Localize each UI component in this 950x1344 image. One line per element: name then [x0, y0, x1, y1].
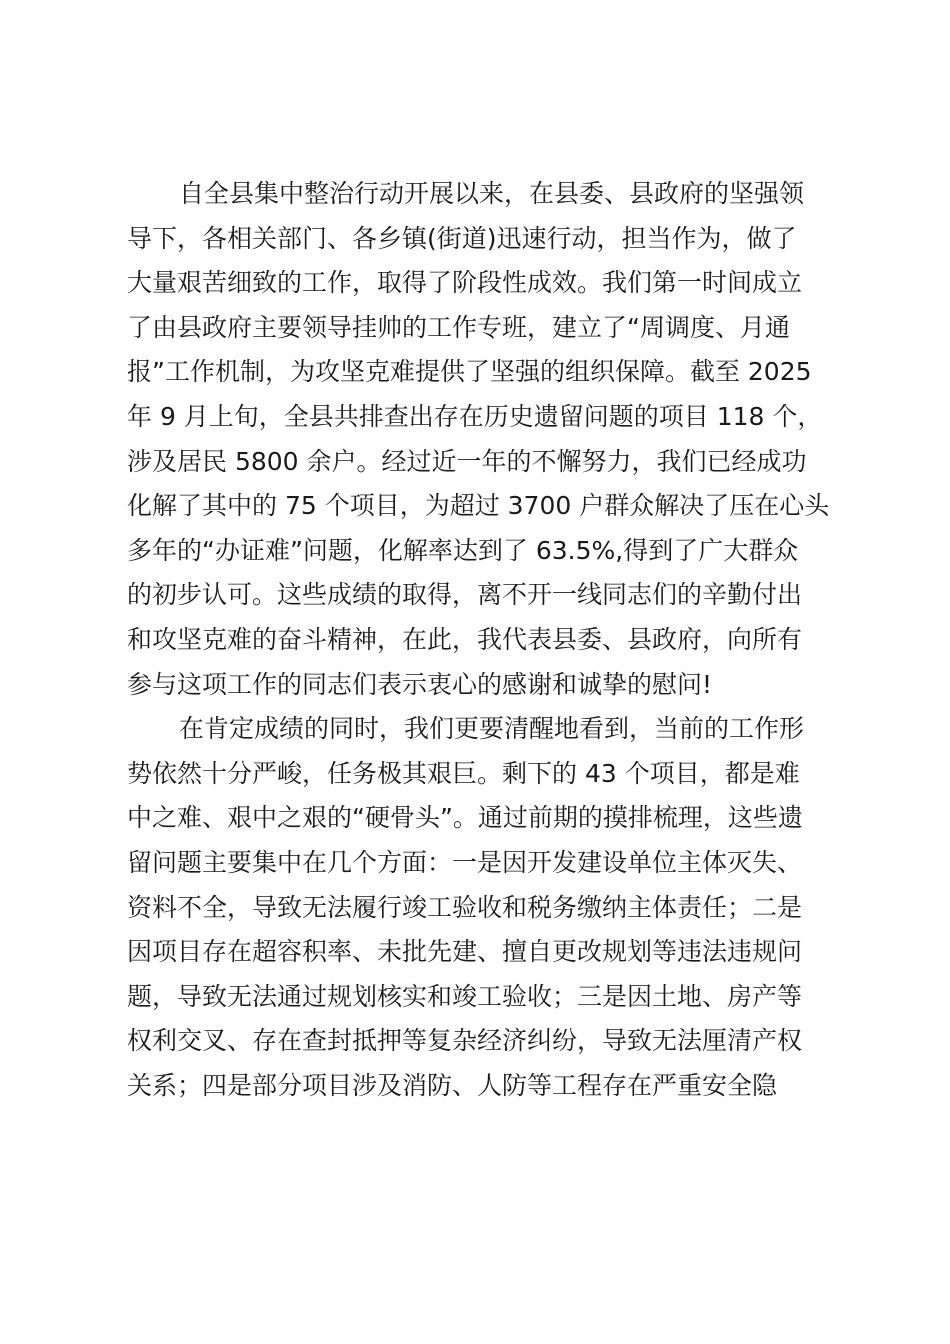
paragraph-line: 了由县政府主要领导挂帅的工作专班，建立了“周调度、月通: [127, 312, 790, 342]
paragraph-line: 多年的“办证难”问题，化解率达到了 63.5%,得到了广大群众: [127, 535, 799, 565]
paragraph-line: 的初步认可。这些成绩的取得，离不开一线同志们的辛勤付出: [127, 580, 803, 610]
paragraph-line: 中之难、艰中之艰的“硬骨头”。通过前期的摸排梳理，这些遗: [127, 803, 803, 833]
paragraph-line: 关系；四是部分项目涉及消防、人防等工程存在严重安全隐: [127, 1070, 778, 1100]
paragraph-line: 和攻坚克难的奋斗精神，在此，我代表县委、县政府，向所有: [127, 624, 803, 654]
paragraph-line: 导下，各相关部门、各乡镇(街道)迅速行动，担当作为，做了: [127, 223, 797, 253]
paragraph-line: 参与这项工作的同志们表示衷心的感谢和诚挚的慰问!: [127, 669, 713, 699]
paragraph-line: 题，导致无法通过规划核实和竣工验收；三是因土地、房产等: [127, 981, 803, 1011]
paragraph-line: 年 9 月上旬，全县共排查出存在历史遗留问题的项目 118 个，: [127, 401, 823, 431]
paragraph-line: 留问题主要集中在几个方面：一是因开发建设单位主体灭失、: [127, 847, 803, 877]
paragraph-line: 报”工作机制，为攻坚克难提供了坚强的组织保障。截至 2025: [127, 357, 812, 387]
document-body: [127, 172, 837, 1108]
paragraph-line: 因项目存在超容积率、未批先建、擅自更改规划等违法违规问: [127, 937, 803, 967]
paragraph-line: 资料不全，导致无法履行竣工验收和税务缴纳主体责任；二是: [127, 892, 803, 922]
paragraph-line: 权利交叉、存在查封抵押等复杂经济纠纷，导致无法厘清产权: [127, 1026, 803, 1056]
paragraph-line: 涉及居民 5800 余户。经过近一年的不懈努力，我们已经成功: [127, 446, 807, 476]
paragraph-line: 自全县集中整治行动开展以来，在县委、县政府的坚强领: [179, 179, 805, 208]
paragraph-line: 大量艰苦细致的工作，取得了阶段性成效。我们第一时间成立: [127, 268, 803, 298]
paragraph-1: [127, 172, 837, 707]
paragraph-line: 化解了其中的 75 个项目，为超过 3700 户群众解决了压在心头: [127, 491, 830, 521]
paragraph-2: [127, 707, 837, 1108]
paragraph-line: 势依然十分严峻，任务极其艰巨。剩下的 43 个项目，都是难: [127, 758, 800, 788]
paragraph-line: 在肯定成绩的同时，我们更要清醒地看到，当前的工作形: [179, 714, 805, 744]
